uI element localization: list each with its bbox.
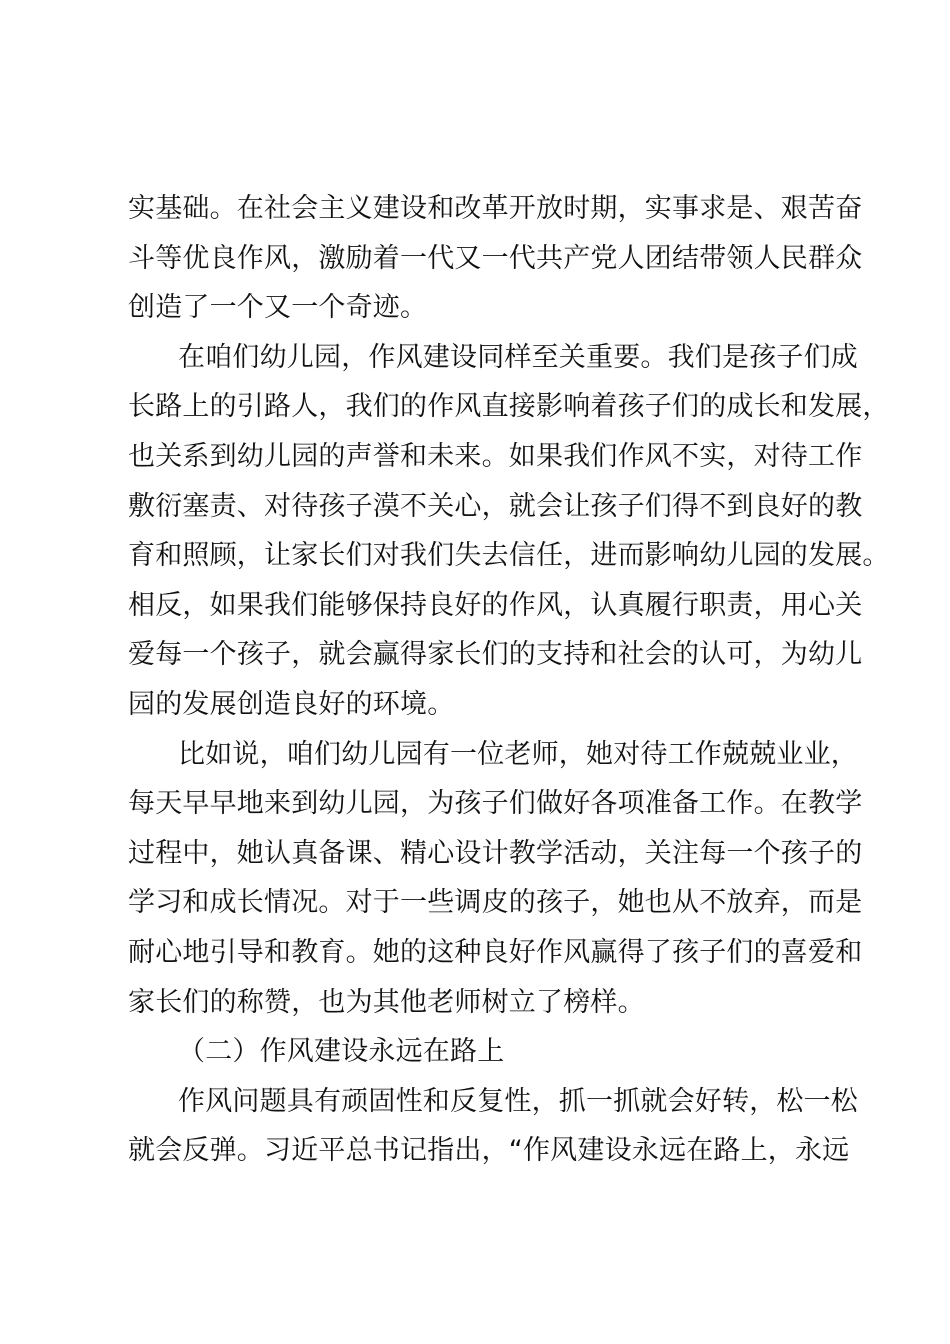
text-line: 斗等优良作风，激励着一代又一代共产党人团结带领人民群众 xyxy=(128,242,863,274)
text-line: 长路上的引路人，我们的作风直接影响着孩子们的成长和发展， xyxy=(128,391,890,423)
text-line: 相反，如果我们能够保持良好的作风，认真履行职责，用心关 xyxy=(128,589,863,621)
text-line: 园的发展创造良好的环境。 xyxy=(128,688,455,720)
text-line: 比如说，咱们幼儿园有一位老师，她对待工作兢兢业业， xyxy=(178,738,858,770)
text-line: 家长们的称赞，也为其他老师树立了榜样。 xyxy=(128,986,645,1018)
text-line: （二）作风建设永远在路上 xyxy=(178,1036,505,1068)
text-line: 爱每一个孩子，就会赢得家长们的支持和社会的认可，为幼儿 xyxy=(128,639,863,671)
text-line: 实基础。在社会主义建设和改革开放时期，实事求是、艰苦奋 xyxy=(128,193,863,224)
text-line: 耐心地引导和教育。她的这种良好作风赢得了孩子们的喜爱和 xyxy=(128,936,863,968)
text-line: 也关系到幼儿园的声誉和未来。如果我们作风不实，对待工作 xyxy=(128,440,863,472)
body-text xyxy=(128,184,890,1176)
text-line: 创造了一个又一个奇迹。 xyxy=(128,292,428,324)
text-line: 就会反弹。习近平总书记指出，“作风建设永远在路上，永远 xyxy=(128,1135,850,1167)
text-line: 敷衍塞责、对待孩子漠不关心，就会让孩子们得不到良好的教 xyxy=(128,490,863,522)
text-line: 过程中，她认真备课、精心设计教学活动，关注每一个孩子的 xyxy=(128,837,863,869)
text-line: 学习和成长情况。对于一些调皮的孩子，她也从不放弃，而是 xyxy=(128,887,863,919)
text-line: 育和照顾，让家长们对我们失去信任，进而影响幼儿园的发展。 xyxy=(128,540,890,572)
text-line: 每天早早地来到幼儿园，为孩子们做好各项准备工作。在教学 xyxy=(128,788,863,820)
text-line: 在咱们幼儿园，作风建设同样至关重要。我们是孩子们成 xyxy=(178,341,858,373)
text-line: 作风问题具有顽固性和反复性，抓一抓就会好转，松一松 xyxy=(178,1085,858,1117)
